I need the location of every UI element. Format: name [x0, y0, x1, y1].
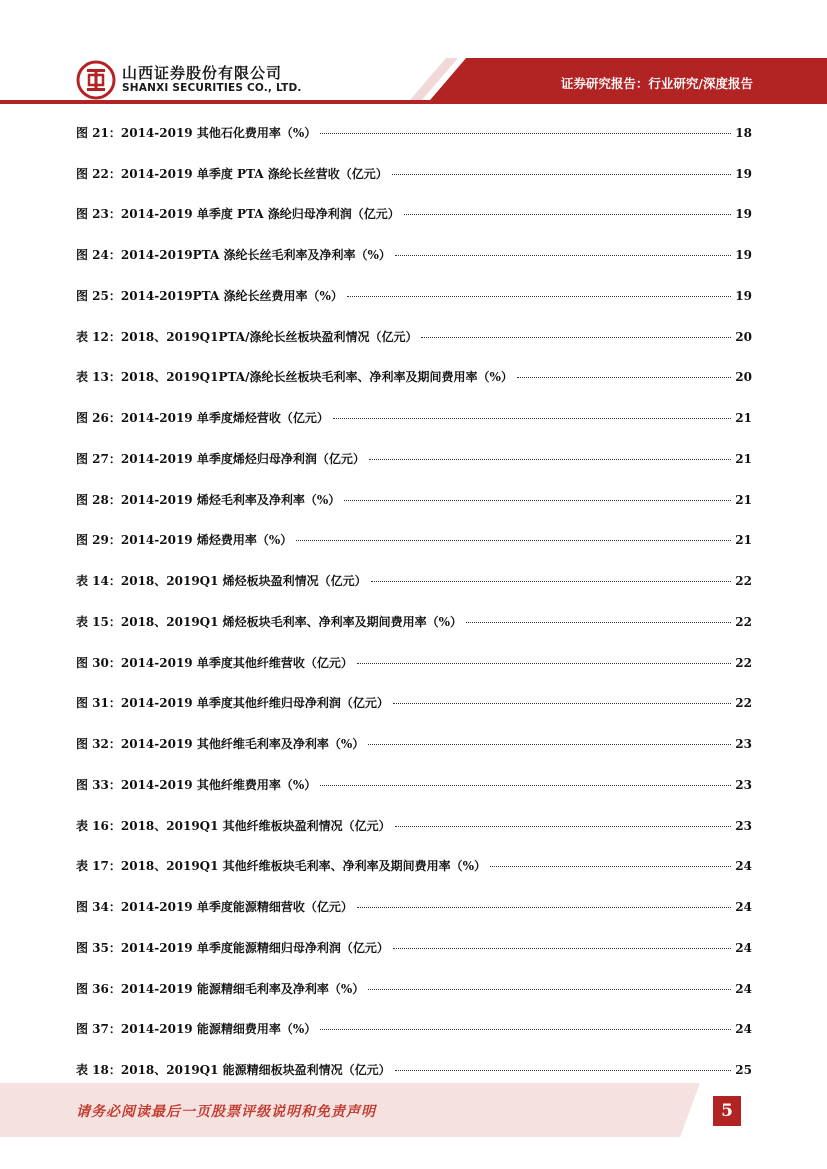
toc-entry-row: [76, 1020, 752, 1037]
toc-entry-row: [76, 980, 752, 997]
toc-entry[interactable]: [76, 316, 752, 357]
dot-leader: [296, 539, 731, 541]
toc-entry-label: 图 26：2014-2019 单季度烯烃营收（亿元）: [76, 411, 329, 426]
toc-entry[interactable]: [76, 886, 752, 927]
toc-entry[interactable]: [76, 234, 752, 275]
toc-entry-row: [76, 165, 752, 182]
toc-entry-page: 22: [735, 655, 752, 670]
toc-entry-row: [76, 817, 752, 834]
toc-entry[interactable]: [76, 683, 752, 724]
toc-entry-page: 20: [735, 329, 752, 344]
toc-entry-label: 图 30：2014-2019 单季度其他纤维营收（亿元）: [76, 655, 353, 670]
dot-leader: [393, 702, 731, 704]
toc-entry[interactable]: [76, 846, 752, 887]
toc-entry-row: [76, 491, 752, 508]
toc-entry[interactable]: [76, 601, 752, 642]
toc-entry-label: 图 28：2014-2019 烯烃毛利率及净利率（%）: [76, 492, 341, 507]
dot-leader: [368, 988, 731, 990]
toc-entry-page: 24: [735, 981, 752, 996]
toc-entry[interactable]: [76, 723, 752, 764]
toc-entry-label: 图 36：2014-2019 能源精细毛利率及净利率（%）: [76, 981, 365, 996]
page-header: [0, 0, 827, 106]
toc-entry[interactable]: [76, 275, 752, 316]
dot-leader: [368, 743, 731, 745]
toc-entry-label: 表 17：2018、2019Q1 其他纤维板块毛利率、净利率及期间费用率（%）: [76, 859, 487, 874]
toc-entry-label: 图 35：2014-2019 单季度能源精细归母净利润（亿元）: [76, 940, 389, 955]
toc-entry[interactable]: [76, 194, 752, 235]
toc-entry-label: 图 23：2014-2019 单季度 PTA 涤纶归母净利润（亿元）: [76, 207, 400, 222]
disclaimer-text: 请务必阅读最后一页股票评级说明和免责声明: [76, 1104, 376, 1120]
toc-entry[interactable]: [76, 642, 752, 683]
toc-entry-row: [76, 409, 752, 426]
toc-entry-page: 25: [735, 1063, 752, 1078]
toc-entry-label: 图 25：2014-2019PTA 涤纶长丝费用率（%）: [76, 288, 343, 303]
dot-leader: [320, 1028, 731, 1030]
toc-entry-label: 图 33：2014-2019 其他纤维费用率（%）: [76, 777, 317, 792]
table-of-figures: [76, 112, 752, 1090]
toc-entry-page: 23: [735, 737, 752, 752]
toc-entry-page: 22: [735, 614, 752, 629]
toc-entry-label: 图 27：2014-2019 单季度烯烃归母净利润（亿元）: [76, 451, 365, 466]
company-logo: [76, 60, 116, 100]
toc-entry[interactable]: [76, 927, 752, 968]
page-number: 5: [713, 1096, 741, 1126]
toc-entry-row: [76, 735, 752, 752]
toc-entry-row: [76, 613, 752, 630]
toc-entry-row: [76, 205, 752, 222]
toc-entry-page: 18: [735, 125, 752, 140]
toc-entry-page: 20: [735, 370, 752, 385]
toc-entry-page: 24: [735, 859, 752, 874]
toc-entry[interactable]: [76, 764, 752, 805]
toc-entry-label: 图 21：2014-2019 其他石化费用率（%）: [76, 125, 317, 140]
toc-entry[interactable]: [76, 153, 752, 194]
toc-entry-page: 22: [735, 574, 752, 589]
toc-entry-row: [76, 328, 752, 345]
toc-entry-page: 21: [735, 533, 752, 548]
toc-entry-row: [76, 531, 752, 548]
toc-entry[interactable]: [76, 968, 752, 1009]
toc-entry-page: 19: [735, 207, 752, 222]
dot-leader: [392, 173, 732, 175]
toc-entry[interactable]: [76, 805, 752, 846]
toc-entry[interactable]: [76, 438, 752, 479]
toc-entry-label: 图 22：2014-2019 单季度 PTA 涤纶长丝营收（亿元）: [76, 166, 388, 181]
toc-entry-page: 24: [735, 1022, 752, 1037]
toc-entry-page: 23: [735, 777, 752, 792]
dot-leader: [490, 865, 731, 867]
toc-entry-row: [76, 246, 752, 263]
toc-entry-row: [76, 857, 752, 874]
toc-entry-page: 22: [735, 696, 752, 711]
toc-entry[interactable]: [76, 357, 752, 398]
toc-entry-page: 24: [735, 940, 752, 955]
dot-leader: [395, 254, 731, 256]
dot-leader: [404, 213, 732, 215]
dot-leader: [357, 906, 731, 908]
toc-entry-row: [76, 1061, 752, 1078]
dot-leader: [347, 295, 731, 297]
dot-leader: [333, 417, 731, 419]
toc-entry-row: [76, 287, 752, 304]
toc-entry-label: 图 37：2014-2019 能源精细费用率（%）: [76, 1022, 317, 1037]
report-type: 证券研究报告：行业研究/深度报告: [560, 76, 753, 91]
company-name-en: SHANXI SECURITIES CO., LTD.: [122, 82, 302, 94]
dot-leader: [369, 458, 731, 460]
toc-entry-label: 表 15：2018、2019Q1 烯烃板块毛利率、净利率及期间费用率（%）: [76, 614, 463, 629]
toc-entry-label: 图 32：2014-2019 其他纤维毛利率及净利率（%）: [76, 737, 365, 752]
company-name-cn: 山西证券股份有限公司: [122, 64, 283, 82]
toc-entry-label: 图 24：2014-2019PTA 涤纶长丝毛利率及净利率（%）: [76, 248, 391, 263]
toc-entry-label: 表 16：2018、2019Q1 其他纤维板块盈利情况（亿元）: [76, 818, 391, 833]
toc-entry-row: [76, 654, 752, 671]
toc-entry-row: [76, 776, 752, 793]
toc-entry-label: 图 29：2014-2019 烯烃费用率（%）: [76, 533, 293, 548]
dot-leader: [344, 499, 731, 501]
toc-entry-page: 19: [735, 166, 752, 181]
toc-entry-row: [76, 450, 752, 467]
toc-entry-label: 图 31：2014-2019 单季度其他纤维归母净利润（亿元）: [76, 696, 389, 711]
dot-leader: [371, 580, 732, 582]
toc-entry[interactable]: [76, 397, 752, 438]
toc-entry-label: 表 18：2018、2019Q1 能源精细板块盈利情况（亿元）: [76, 1063, 391, 1078]
dot-leader: [466, 621, 731, 623]
toc-entry[interactable]: [76, 112, 752, 153]
toc-entry-row: [76, 694, 752, 711]
toc-entry-page: 21: [735, 411, 752, 426]
toc-entry-row: [76, 124, 752, 141]
toc-entry-row: [76, 898, 752, 915]
toc-entry[interactable]: [76, 479, 752, 520]
toc-entry-page: 21: [735, 492, 752, 507]
toc-entry-label: 表 14：2018、2019Q1 烯烃板块盈利情况（亿元）: [76, 574, 367, 589]
toc-entry-page: 23: [735, 818, 752, 833]
dot-leader: [395, 825, 732, 827]
toc-entry-row: [76, 368, 752, 385]
dot-leader: [357, 662, 731, 664]
toc-entry-page: 19: [735, 288, 752, 303]
toc-entry-page: 24: [735, 900, 752, 915]
toc-entry-label: 表 13：2018、2019Q1PTA/涤纶长丝板块毛利率、净利率及期间费用率（%）: [76, 370, 513, 385]
dot-leader: [320, 132, 731, 134]
toc-entry[interactable]: [76, 1009, 752, 1050]
toc-entry-page: 19: [735, 248, 752, 263]
toc-entry-row: [76, 572, 752, 589]
dot-leader: [320, 784, 731, 786]
dot-leader: [421, 336, 731, 338]
toc-entry-label: 表 12：2018、2019Q1PTA/涤纶长丝板块盈利情况（亿元）: [76, 329, 418, 344]
toc-entry-label: 图 34：2014-2019 单季度能源精细营收（亿元）: [76, 900, 353, 915]
dot-leader: [393, 947, 731, 949]
toc-entry[interactable]: [76, 560, 752, 601]
toc-entry-row: [76, 939, 752, 956]
toc-entry-page: 21: [735, 451, 752, 466]
toc-entry[interactable]: [76, 520, 752, 561]
dot-leader: [517, 376, 731, 378]
dot-leader: [395, 1069, 732, 1071]
